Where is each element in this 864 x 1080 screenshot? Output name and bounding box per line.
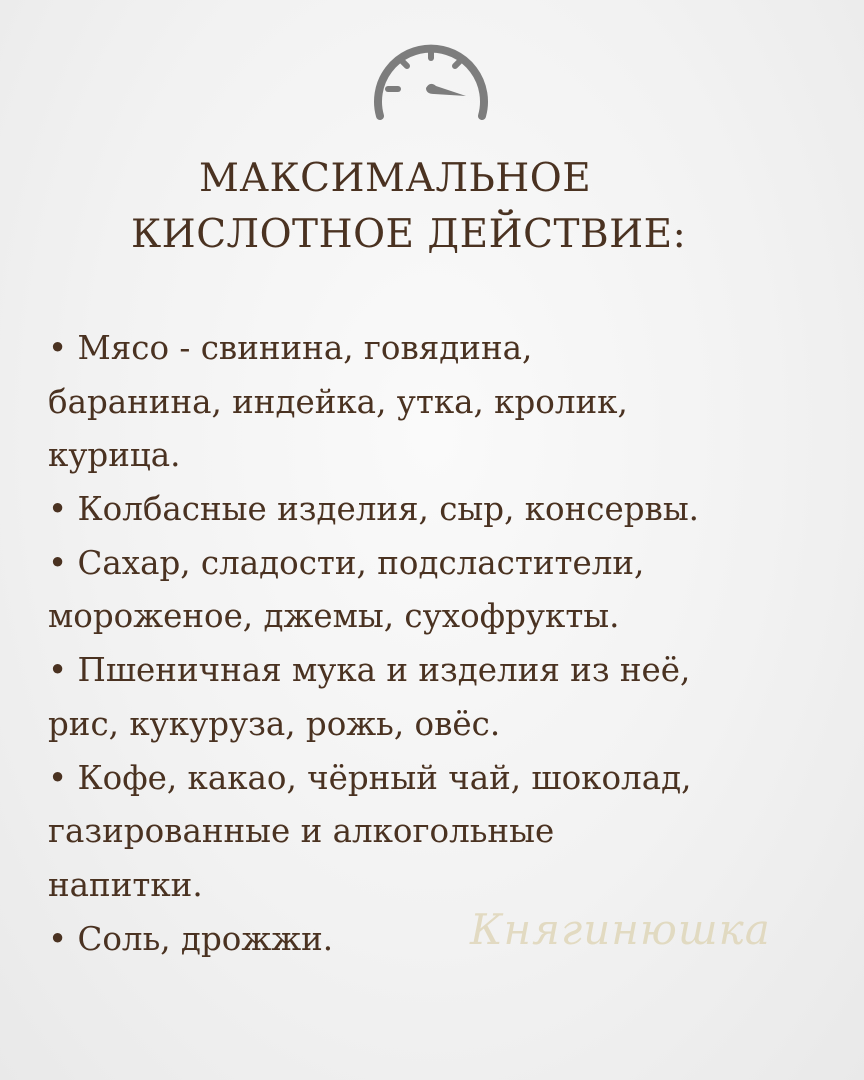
heading-line-2: КИСЛОТНОЕ ДЕЙСТВИЕ:	[131, 212, 687, 257]
list-line: баранина, индейка, утка, кролик,	[48, 382, 628, 421]
list-line: напитки.	[48, 865, 203, 904]
food-list	[48, 322, 848, 966]
list-line: • Сахар, сладости, подсластители,	[48, 543, 645, 582]
list-line: • Соль, дрожжи.	[48, 919, 334, 958]
list-line: • Колбасные изделия, сыр, консервы.	[48, 490, 700, 529]
list-line: газированные и алкогольные	[48, 812, 555, 851]
list-line: мороженое, джемы, сухофрукты.	[48, 597, 620, 636]
heading-line-1: МАКСИМАЛЬНОЕ	[199, 156, 592, 201]
speedometer-icon	[366, 26, 496, 126]
list-line: курица.	[48, 436, 181, 475]
list-line: • Пшеничная мука и изделия из неё,	[48, 651, 691, 690]
list-line: • Мясо - свинина, говядина,	[48, 329, 533, 367]
watermark: Княгинюшка	[470, 905, 771, 954]
list-line: • Кофе, какао, чёрный чай, шоколад,	[48, 758, 692, 797]
list-line: рис, кукуруза, рожь, овёс.	[48, 704, 501, 743]
